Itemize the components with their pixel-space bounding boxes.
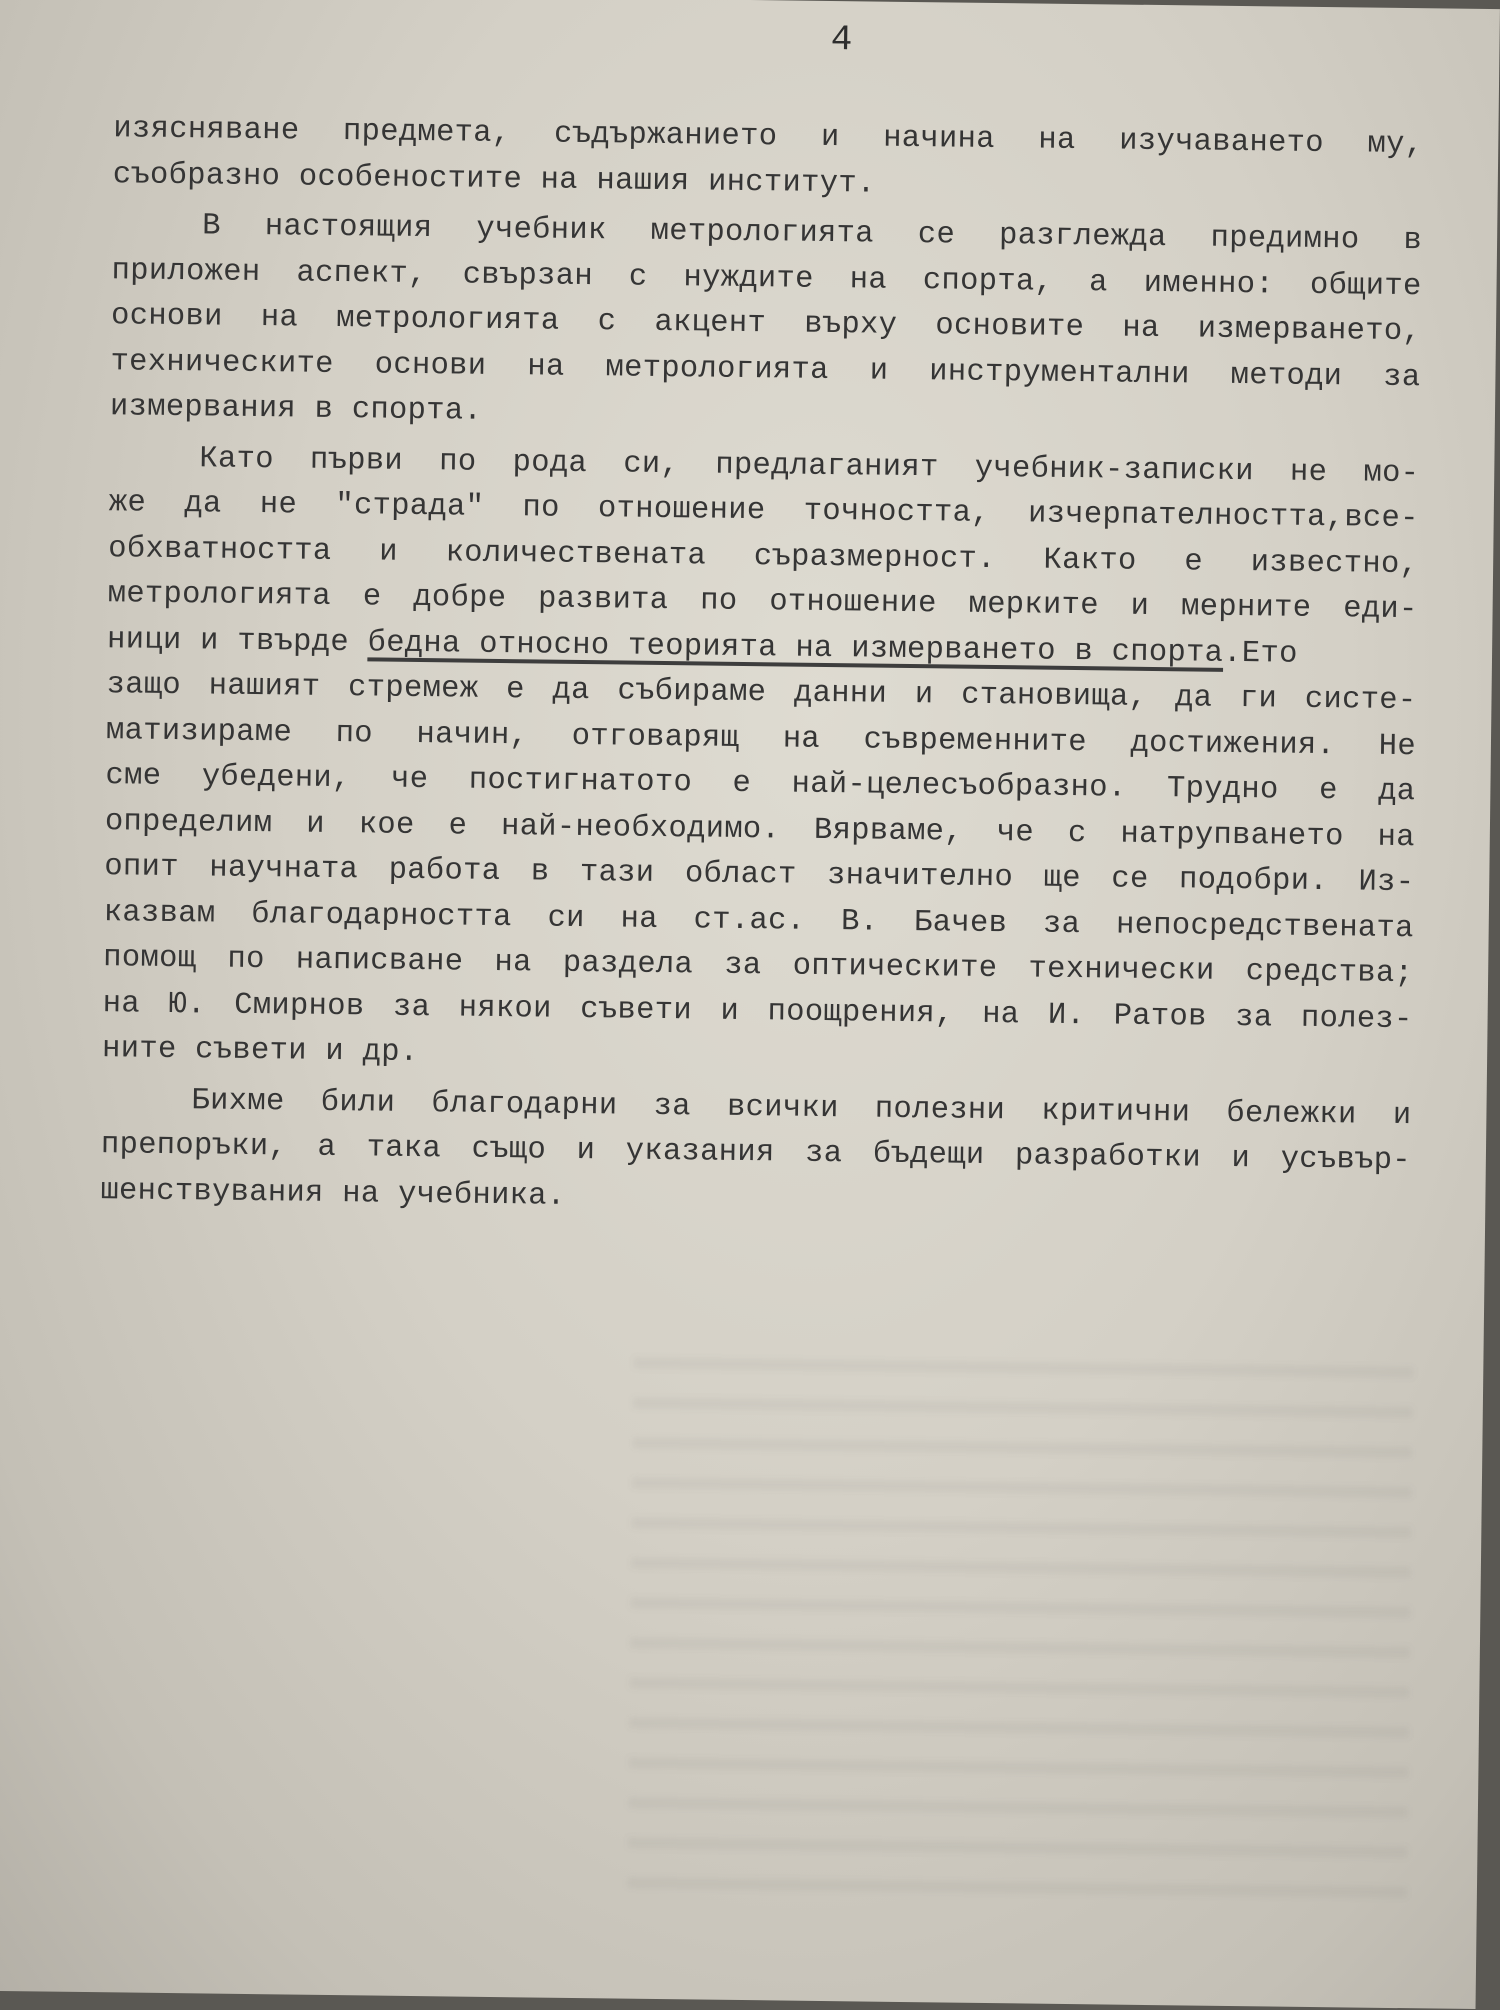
text-line: основи на метрологията с акцент върху основите на измерването,: [110, 299, 1422, 350]
text-line: В настоящия учебник метрологията се разглежда предимно в: [201, 209, 1423, 259]
text-line: помощ по написване на раздела за оптическите технически средства;: [103, 941, 1414, 992]
text-line: техническите основи на метрологията и инструментални методи за: [110, 344, 1421, 395]
paragraph-1: [113, 107, 1424, 214]
paragraph-3: [102, 436, 1420, 1089]
paragraph-4: [100, 1078, 1412, 1230]
text-line: опит научната работа в тази област значително ще се подобри. Из-: [104, 850, 1415, 901]
text-fragment: ници и твърде: [106, 622, 368, 660]
text-line: матизираме по начин, отговарящ на съвременните достижения. Не: [105, 713, 1417, 764]
text-line: на Ю. Смирнов за някои съвети и поощрения, на И. Ратов за полез-: [102, 986, 1413, 1037]
text-line: же да не "страда" по отношение точността, изчерпателността,все-: [108, 486, 1419, 537]
text-line: Бихме били благодарни за всички полезни критични бележки и: [191, 1083, 1412, 1133]
text-line: ните съвети и др.: [101, 1032, 419, 1071]
text-line: сме убедени, че постигнатото е най-целесъобразно. Трудно е да: [105, 759, 1416, 810]
text-line: казвам благодарността си на ст.ас. В. Бачев за непосредствената: [103, 895, 1414, 946]
text-line: метрологията е добре развита по отношение мерките и мерните еди-: [107, 577, 1418, 628]
text-line: защо нашият стремеж е да събираме данни и становища, да ги систе-: [106, 668, 1417, 719]
underlined-phrase: бедна относно теорията на измерването в спорта: [367, 625, 1224, 671]
text-line: приложен аспект, свързан с нуждите на спорта, а именно: общите: [111, 253, 1422, 304]
text-line: определим и кое е най-необходимо. Вярваме, че с натрупването на: [104, 804, 1416, 855]
paragraph-2: [110, 203, 1423, 446]
text-line: шенствувания на учебника.: [100, 1173, 566, 1214]
text-line: препоръки, а така също и указания за бъдещи разработки и усъвър-: [100, 1128, 1412, 1179]
text-line: обхватността и количествената съразмерност. Както е известно,: [108, 531, 1419, 582]
page-number: 4: [830, 18, 853, 61]
text-line: съобразно особеностите на нашия институт.: [112, 157, 876, 202]
body-text: [100, 107, 1423, 1230]
text-fragment: .Ето: [1223, 636, 1298, 672]
text-line: измервания в спорта.: [109, 390, 483, 429]
text-line: изясняване предмета, съдържанието и начина на изучаването му,: [113, 112, 1424, 163]
text-line: Като първи по рода си, предлаганият учебник-записки не мо-: [199, 441, 1420, 491]
bleed-through-shadow: [627, 1329, 1414, 1918]
